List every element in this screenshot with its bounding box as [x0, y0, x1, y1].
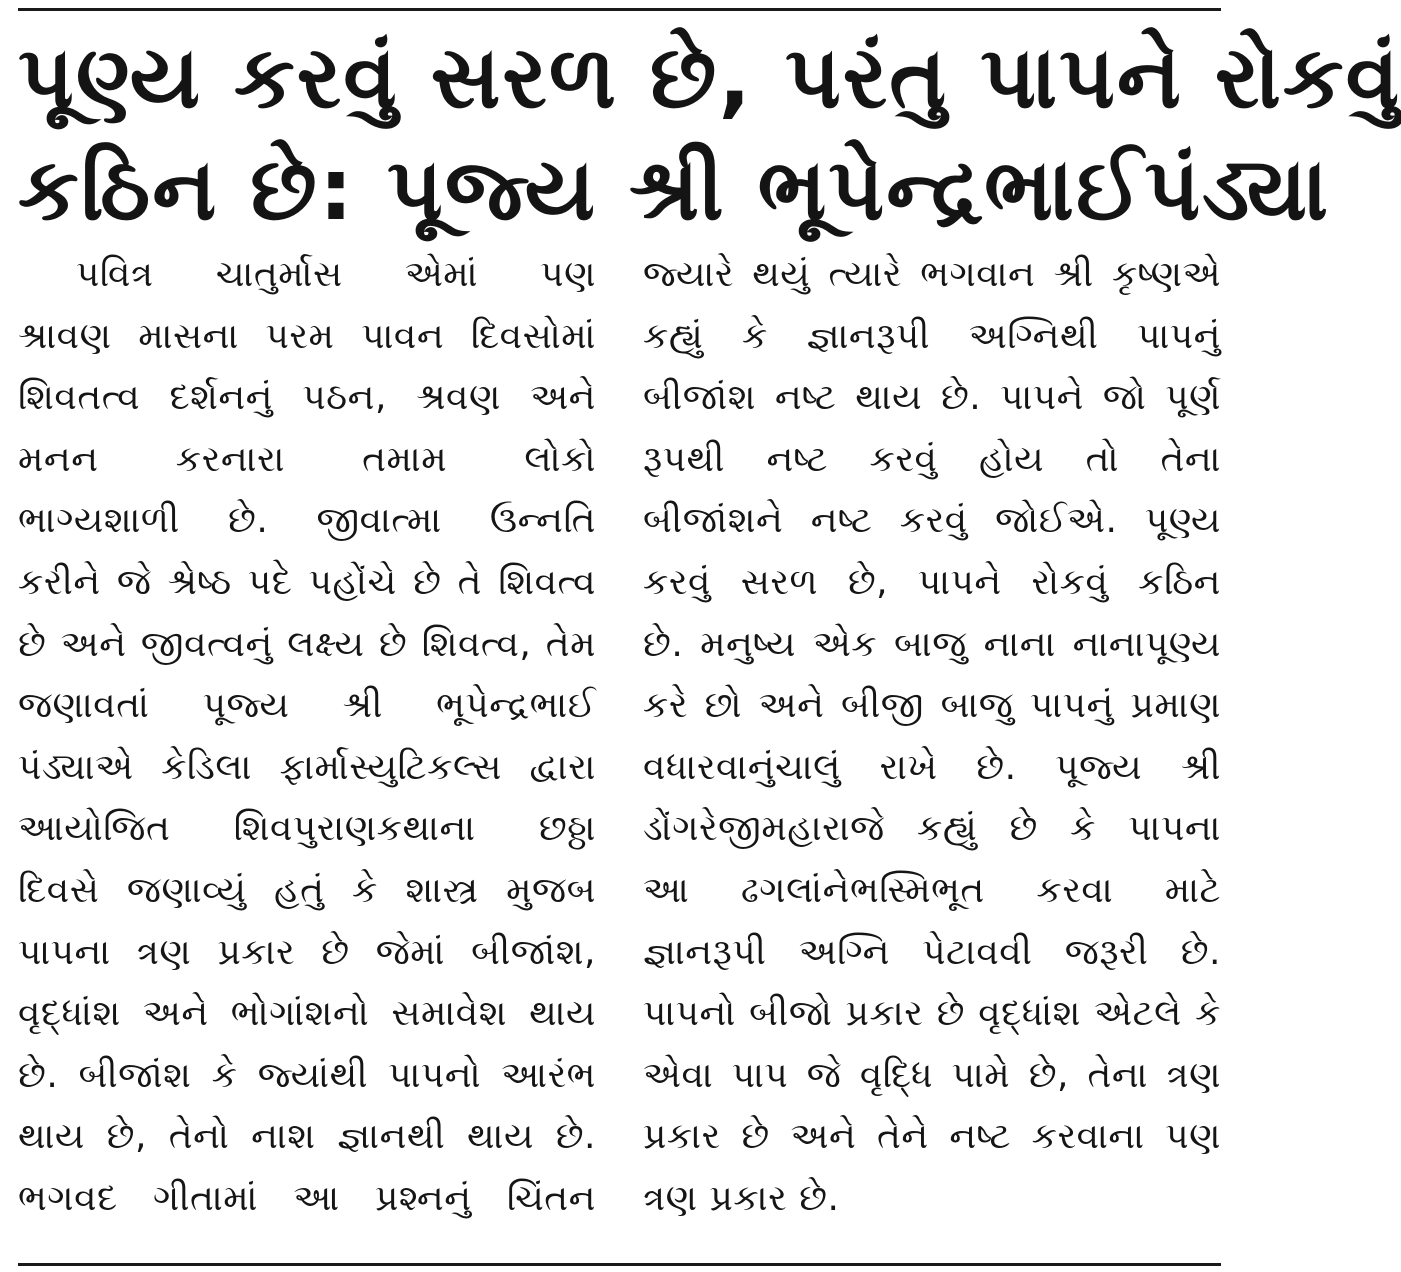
text-line: પંડ્યાએ કેડિલા ફાર્માસ્યુટિકલ્સ દ્વારા — [18, 746, 596, 788]
text-line: પ્રકાર છે અને તેને નષ્ટ કરવાના પણ — [643, 1116, 1221, 1158]
text-line: પાપનો બીજો પ્રકાર છે વૃદ્ધાંશ એટલે કે — [643, 993, 1221, 1035]
text-line: કહ્યું કે જ્ઞાનરૂપી અગ્નિથી પાપનું — [643, 315, 1221, 357]
text-line: બીજાંશ નષ્ટ થાય છે. પાપને જો પૂર્ણ — [643, 377, 1221, 419]
text-line: ડોંગરેજીમહારાજે કહ્યું છે કે પાપના — [643, 808, 1221, 850]
text-line: પવિત્ર ચાતુર્માસ એમાં પણ — [76, 254, 596, 295]
text-line: એવા પાપ જે વૃદ્ધિ પામે છે, તેના ત્રણ — [643, 1054, 1221, 1096]
text-line: બીજાંશને નષ્ટ કરવું જોઈએ. પૂણ્ય — [643, 500, 1221, 542]
text-line: રૂપથી નષ્ટ કરવું હોય તો તેના — [643, 438, 1221, 480]
text-line: જ્યારે થયું ત્યારે ભગવાન શ્રી કૃષ્ણએ — [643, 254, 1221, 295]
text-line: શિવતત્વ દર્શનનું પઠન, શ્રવણ અને — [18, 377, 596, 419]
text-line: કરે છો અને બીજી બાજુ પાપનું પ્રમાણ — [643, 685, 1221, 727]
headline — [18, 22, 1401, 246]
text-line: શ્રાવણ માસના પરમ પાવન દિવસોમાં — [18, 315, 596, 357]
top-rule — [18, 8, 1221, 11]
text-line: થાય છે, તેનો નાશ જ્ઞાનથી થાય છે. — [18, 1116, 596, 1158]
text-line: છે. મનુષ્ય એક બાજુ નાના નાનાપૂણ્ય — [643, 623, 1221, 665]
headline-line-2: કઠિન છે: પૂજ્ય શ્રી ભૂપેન્દ્રભાઈપંડ્યા — [18, 140, 1331, 240]
headline-line-1: પૂણ્ય કરવું સરળ છે, પરંતુ પાપને રોકવું — [18, 28, 1401, 128]
article-column-right — [643, 244, 1221, 1230]
text-line: છે અને જીવત્વનું લક્ષ્ય છે શિવત્વ, તેમ — [18, 623, 596, 665]
text-line: આયોજિત શિવપુરાણકથાના છઠ્ઠા — [18, 808, 596, 850]
text-line: કરવું સરળ છે, પાપને રોકવું કઠિન — [643, 561, 1221, 603]
text-line: જણાવતાં પૂજ્ય શ્રી ભૂપેન્દ્રભાઈ — [18, 685, 596, 727]
text-line: દિવસે જણાવ્યું હતું કે શાસ્ત્ર મુજબ — [18, 869, 596, 911]
text-line: ભગવદ ગીતામાં આ પ્રશ્નનું ચિંતન — [18, 1177, 596, 1219]
text-line: આ ઢગલાંનેભસ્મિભૂત કરવા માટે — [643, 869, 1221, 911]
text-line: વૃદ્ધાંશ અને ભોગાંશનો સમાવેશ થાય — [18, 993, 596, 1035]
text-line: ત્રણ પ્રકાર છે. — [643, 1177, 840, 1219]
text-line: પાપના ત્રણ પ્રકાર છે જેમાં બીજાંશ, — [18, 931, 596, 973]
bottom-rule — [18, 1263, 1221, 1266]
text-line: ભાગ્યશાળી છે. જીવાત્મા ઉન્નતિ — [18, 500, 596, 542]
article-column-left — [18, 244, 596, 1230]
text-line: છે. બીજાંશ કે જ્યાંથી પાપનો આરંભ — [18, 1054, 596, 1096]
text-line: વધારવાનુંચાલું રાખે છે. પૂજ્ય શ્રી — [643, 746, 1221, 788]
text-line: કરીને જે શ્રેષ્ઠ પદે પહોંચે છે તે શિવત્વ — [18, 561, 596, 603]
text-line: જ્ઞાનરૂપી અગ્નિ પેટાવવી જરૂરી છે. — [643, 931, 1221, 973]
text-line: મનન કરનારા તમામ લોકો — [18, 438, 596, 480]
